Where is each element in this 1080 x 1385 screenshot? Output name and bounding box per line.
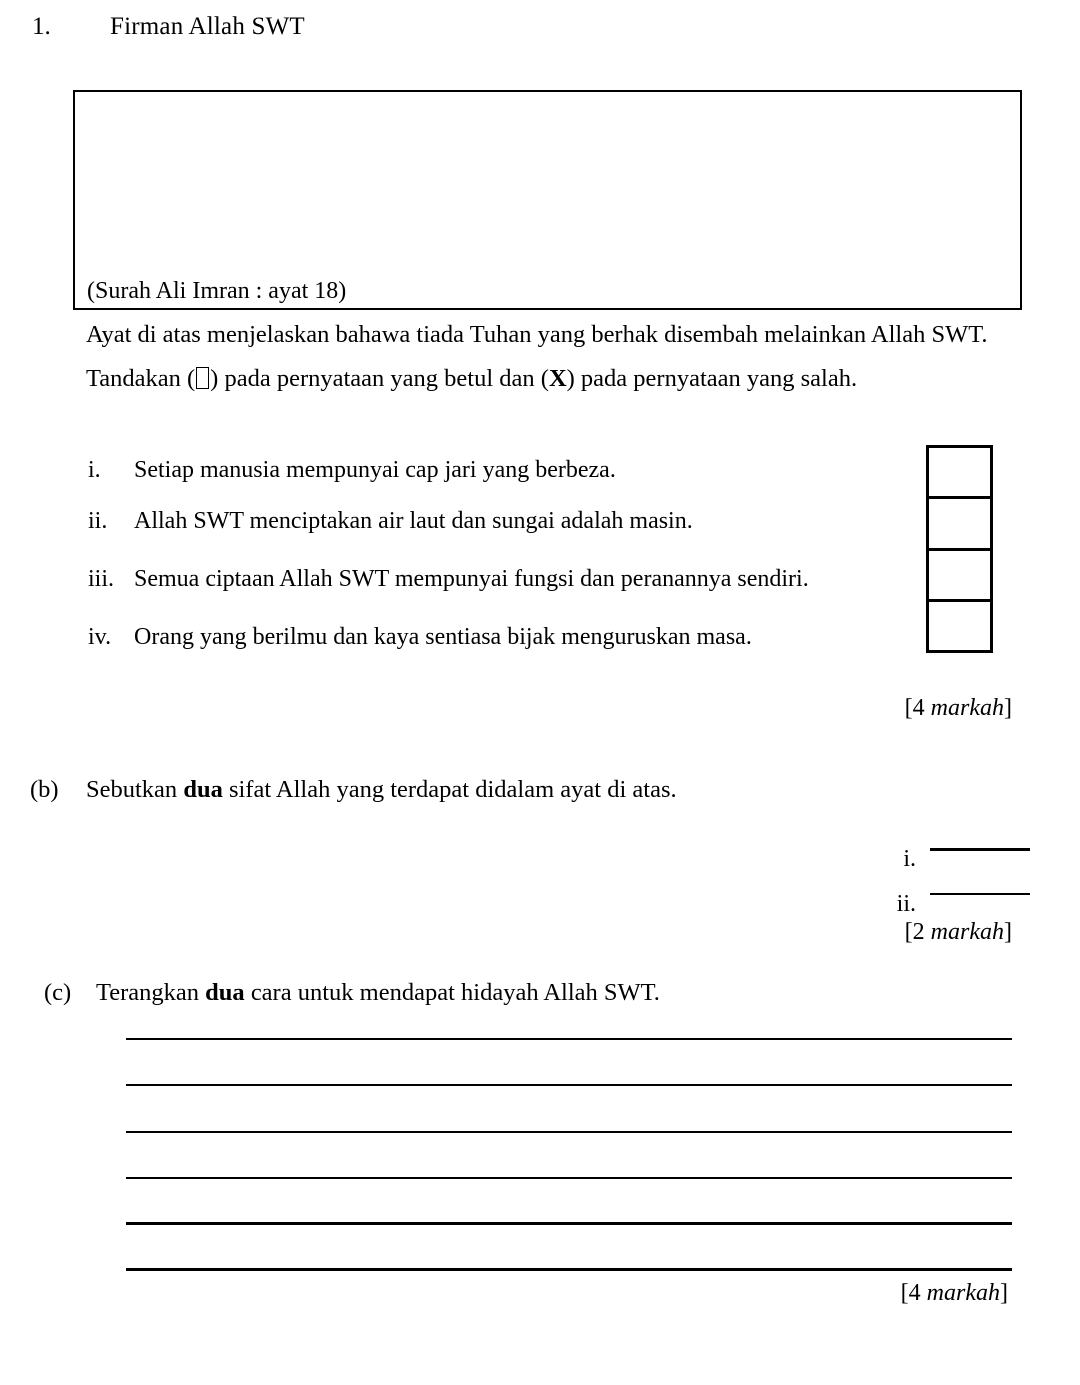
ayat-source-reference: (Surah Ali Imran : ayat 18)	[87, 278, 347, 304]
statement-text-i: Setiap manusia mempunyai cap jari yang berbeza.	[134, 457, 616, 483]
question-title: Firman Allah SWT	[110, 13, 305, 40]
marks-b-close: ]	[1004, 919, 1012, 945]
answer-box-iii[interactable]	[929, 551, 990, 602]
part-b-label: (b)	[30, 776, 59, 803]
statement-text-iv: Orang yang berilmu dan kaya sentiasa bijak menguruskan masa.	[134, 624, 752, 650]
answer-box-iv[interactable]	[929, 602, 990, 650]
marks-part-c	[901, 1278, 1008, 1308]
part-b-answer-number-i: i.	[903, 846, 916, 872]
marks-part-a	[905, 693, 1012, 723]
part-c-answer-line-3[interactable]	[126, 1131, 1012, 1133]
statement-number-iv: iv.	[88, 624, 112, 650]
answer-box-i[interactable]	[929, 448, 990, 499]
marks-c-close: ]	[1000, 1280, 1008, 1306]
marks-a-open: [	[904, 695, 913, 721]
intro-paragraph	[86, 313, 1011, 401]
marks-a-word: markah	[930, 695, 1004, 721]
marks-c-open: [	[900, 1280, 909, 1306]
part-b-answer-number-ii: ii.	[896, 891, 916, 917]
marks-b-value: 2	[912, 919, 931, 945]
part-c-answer-line-6[interactable]	[126, 1268, 1012, 1271]
part-b-text-after: sifat Allah yang terdapat didalam ayat di atas.	[222, 776, 677, 803]
part-b-text-before: Sebutkan	[86, 776, 184, 803]
answer-box-ii[interactable]	[929, 499, 990, 550]
intro-line-1: Ayat di atas menjelaskan bahawa tiada Tuhan yang berhak disembah melainkan Allah	[86, 321, 926, 348]
part-c-answer-line-4[interactable]	[126, 1177, 1012, 1179]
wrong-mark-glyph: X	[548, 365, 567, 392]
intro-line-2-before-tick: SWT. Tandakan (	[86, 321, 988, 392]
answer-box-column	[926, 445, 993, 653]
marks-b-open: [	[904, 919, 913, 945]
ayat-quote-box	[73, 90, 1022, 310]
ayat-arabic-text	[75, 110, 1020, 156]
part-c-answer-line-1[interactable]	[126, 1038, 1012, 1040]
tick-mark-icon	[196, 367, 209, 389]
marks-part-b	[905, 917, 1012, 947]
statement-item-ii	[88, 506, 693, 536]
part-c-label: (c)	[44, 979, 72, 1006]
intro-line-2-end: ) pada pernyataan yang salah.	[566, 365, 858, 392]
statement-number-iii: iii.	[88, 566, 115, 592]
part-b-answer-line-ii[interactable]	[896, 891, 1030, 917]
part-c-answer-line-2[interactable]	[126, 1084, 1012, 1086]
marks-c-word: markah	[926, 1280, 1000, 1306]
marks-a-value: 4	[912, 695, 931, 721]
question-number: 1.	[32, 13, 51, 40]
statement-item-iv	[88, 622, 752, 652]
part-c-bold-word: dua	[205, 979, 245, 1006]
marks-b-word: markah	[930, 919, 1004, 945]
marks-a-close: ]	[1004, 695, 1012, 721]
part-b-question-text	[86, 775, 677, 805]
statement-text-iii: Semua ciptaan Allah SWT mempunyai fungsi dan peranannya sendiri.	[134, 566, 809, 592]
intro-line-2-after-tick: ) pada pernyataan yang betul dan (	[210, 365, 549, 392]
statement-number-i: i.	[88, 457, 101, 483]
part-c-text-before: Terangkan	[96, 979, 206, 1006]
statement-item-iii	[88, 564, 809, 594]
part-b-answer-line-i[interactable]	[903, 846, 1030, 872]
part-c-question-text	[96, 978, 660, 1008]
statement-number-ii: ii.	[88, 508, 108, 534]
part-b-bold-word: dua	[183, 776, 223, 803]
part-c-answer-line-5[interactable]	[126, 1222, 1012, 1225]
statement-text-ii: Allah SWT menciptakan air laut dan sungai adalah masin.	[134, 508, 693, 534]
statement-item-i	[88, 455, 616, 485]
marks-c-value: 4	[908, 1280, 927, 1306]
part-c-text-after: cara untuk mendapat hidayah Allah SWT.	[244, 979, 660, 1006]
